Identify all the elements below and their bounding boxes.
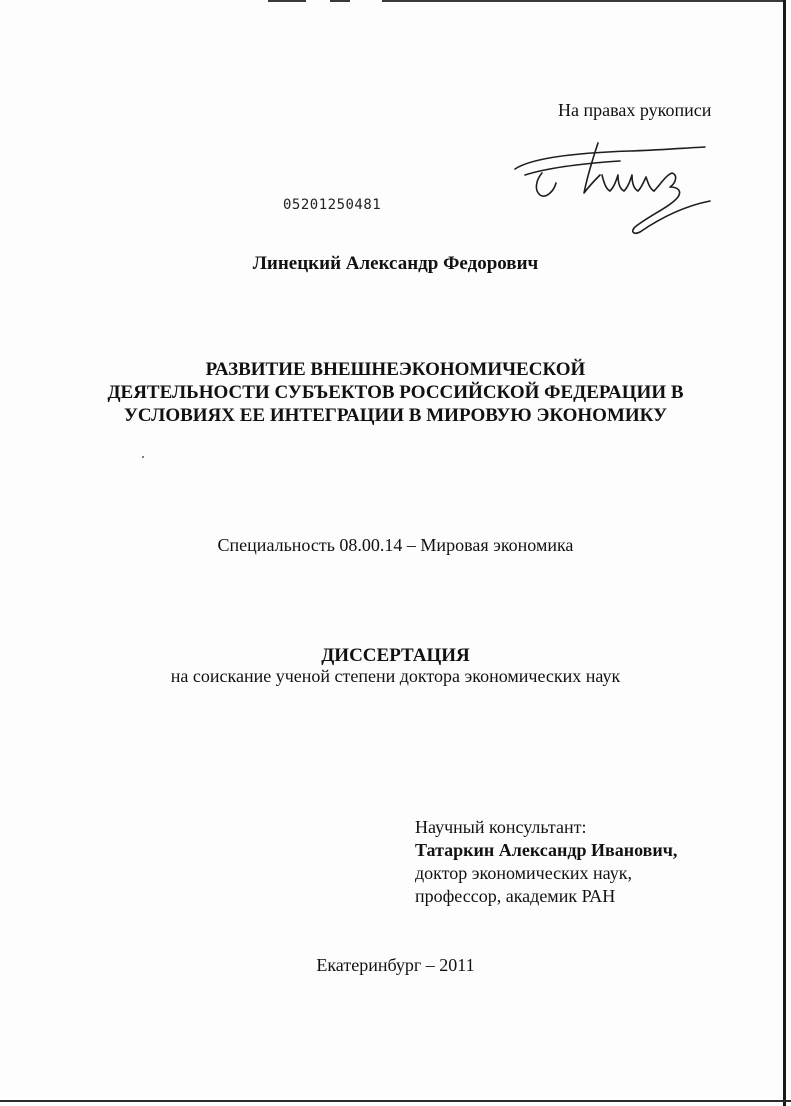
title-line: ДЕЯТЕЛЬНОСТИ СУБЪЕКТОВ РОССИЙСКОЙ ФЕДЕРАЦИИ В (107, 382, 684, 403)
title-line: УСЛОВИЯХ ЕЕ ИНТЕГРАЦИИ В МИРОВУЮ ЭКОНОМИКУ (123, 405, 668, 426)
manuscript-rights-note: На правах рукописи (558, 100, 712, 120)
scan-artifact-line (382, 0, 784, 2)
scan-artifact-line (330, 0, 350, 2)
handwritten-signature (510, 135, 715, 240)
archive-stamp-number: 05201250481 (283, 197, 382, 213)
consultant-position: профессор, академик РАН (415, 886, 616, 906)
consultant-degree: доктор экономических наук, (415, 863, 632, 883)
title-line: РАЗВИТИЕ ВНЕШНЕЭКОНОМИЧЕСКОЙ (205, 359, 586, 380)
place-and-year: Екатеринбург – 2011 (316, 955, 475, 975)
scan-speck (142, 456, 144, 458)
specialty-line: Специальность 08.00.14 – Мировая экономика (217, 535, 574, 555)
scan-edge-bottom (0, 1100, 791, 1102)
dissertation-label: ДИССЕРТАЦИЯ (321, 645, 470, 666)
scan-artifact-line (268, 0, 306, 2)
consultant-name: Татаркин Александр Иванович, (415, 840, 678, 860)
scientific-consultant-block (415, 816, 677, 908)
dissertation-title (0, 358, 791, 427)
degree-line: на соискание ученой степени доктора экономических наук (170, 666, 621, 686)
consultant-role: Научный консультант: (415, 817, 587, 837)
author-name: Линецкий Александр Федорович (252, 253, 539, 274)
